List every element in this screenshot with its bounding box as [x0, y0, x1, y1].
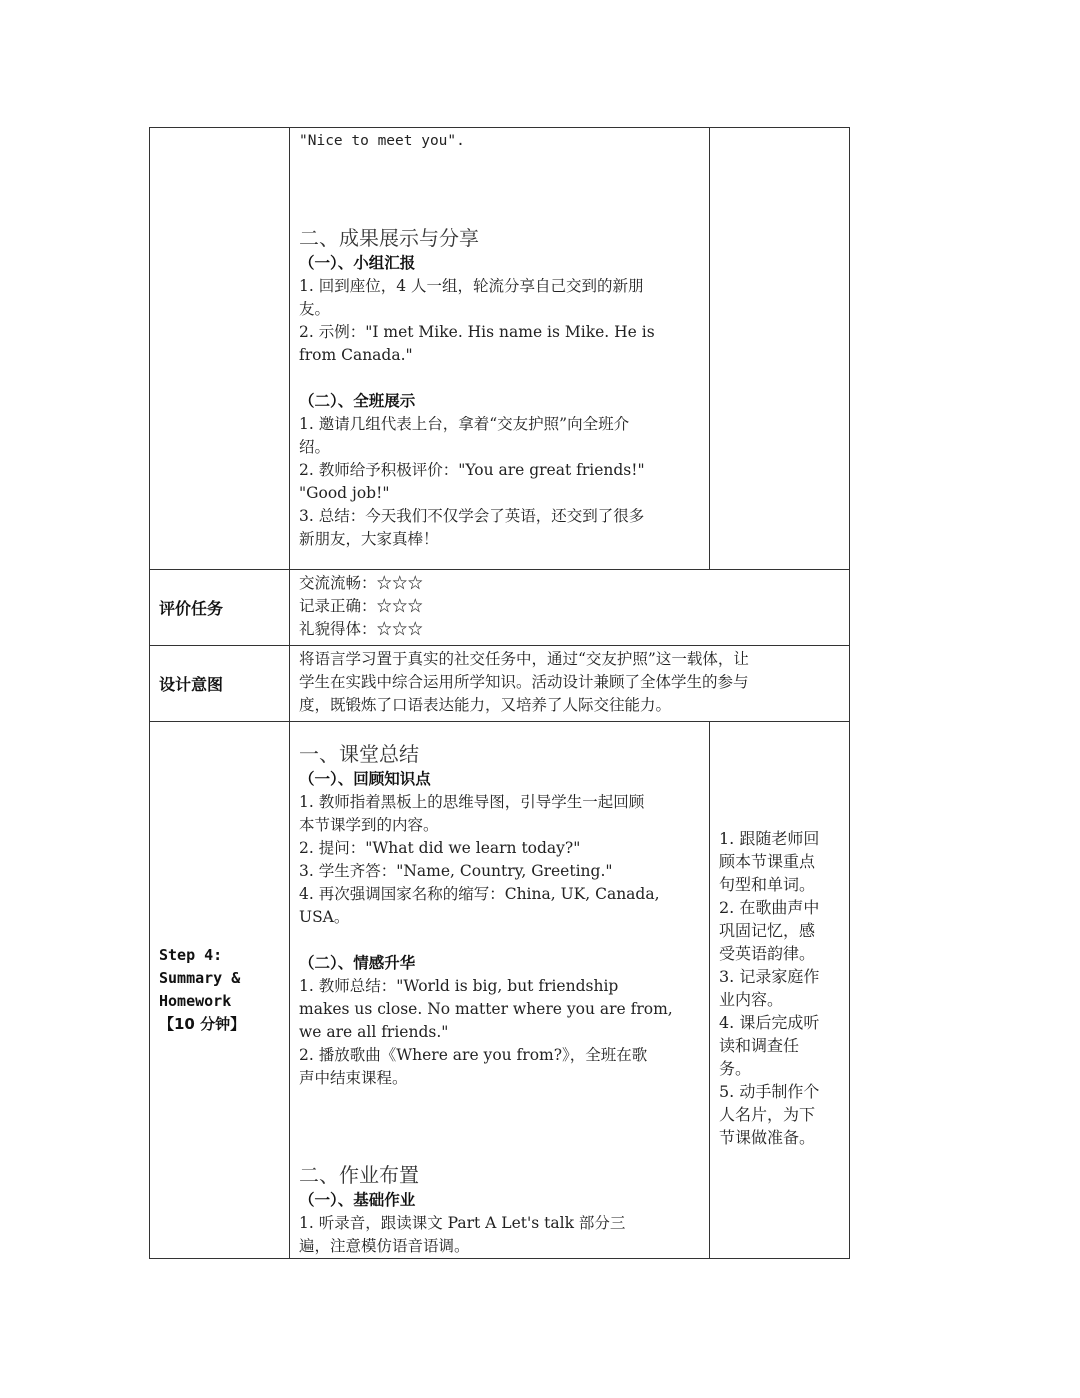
text-line: 2. 提问："What did we learn today?" [299, 839, 581, 857]
student-line: 3. 记录家庭作 [719, 967, 820, 986]
student-line: 1. 跟随老师回 [719, 829, 820, 848]
eval-content-cell [290, 570, 850, 646]
eval-label: 评价任务 [159, 599, 224, 618]
subsection-title: （二）、情感升华 [299, 954, 416, 972]
student-line: 4. 课后完成听 [719, 1013, 820, 1032]
text-line: 2. 播放歌曲《Where are you from?》，全班在歌 [299, 1046, 648, 1064]
subsection-title: （一）、基础作业 [299, 1191, 416, 1209]
text-line: makes us close. No matter where you are from, [299, 1000, 673, 1018]
text-line: 3. 学生齐答："Name, Country, Greeting." [299, 862, 613, 880]
student-line: 节课做准备。 [719, 1128, 816, 1147]
student-line: 5. 动手制作个 [719, 1082, 820, 1101]
text-line: 友。 [299, 300, 331, 318]
text-line: USA。 [299, 908, 350, 926]
table-row [150, 128, 850, 570]
lesson-plan-table [149, 127, 850, 1259]
text-line: we are all friends." [299, 1023, 449, 1041]
step-label-line: Summary & [159, 969, 241, 987]
continued-text: "Nice to meet you". [299, 133, 465, 149]
text-line: 1. 回到座位，4 人一组，轮流分享自己交到的新朋 [299, 277, 644, 295]
text-line: 4. 再次强调国家名称的缩写：China, UK, Canada, [299, 885, 660, 903]
section-title: 二、作业布置 [299, 1163, 419, 1187]
text-line: 新朋友，大家真棒！ [299, 530, 439, 548]
text-line: 2. 示例："I met Mike. His name is Mike. He is [299, 323, 655, 341]
design-line: 度，既锻炼了口语表达能力，又培养了人际交往能力。 [299, 696, 672, 714]
text-line: 3. 总结：今天我们不仅学会了英语，还交到了很多 [299, 507, 645, 525]
design-label-cell [150, 646, 290, 722]
text-line: 1. 教师总结："World is big, but friendship [299, 977, 619, 995]
student-line: 受英语韵律。 [719, 944, 816, 963]
student-activity-cell [710, 128, 850, 570]
design-line: 学生在实践中综合运用所学知识。活动设计兼顾了全体学生的参与 [299, 673, 749, 691]
student-line: 人名片，为下 [719, 1105, 816, 1124]
step4-label-cell [150, 722, 290, 1259]
student-line: 2. 在歌曲声中 [719, 898, 820, 917]
student-line: 顾本节课重点 [719, 852, 816, 871]
text-line: 1. 邀请几组代表上台，拿着“交友护照”向全班介 [299, 415, 630, 433]
student-line: 读和调查任 [719, 1036, 800, 1055]
text-line: 绍。 [299, 438, 331, 456]
eval-line: 礼貌得体：☆☆☆ [299, 620, 424, 638]
eval-label-cell [150, 570, 290, 646]
table-row [150, 646, 850, 722]
subsection-title: （一）、小组汇报 [299, 254, 416, 272]
student-line: 巩固记忆，感 [719, 921, 816, 940]
student-line: 业内容。 [719, 990, 784, 1009]
eval-line: 记录正确：☆☆☆ [299, 597, 424, 615]
table-row [150, 722, 850, 1259]
eval-line: 交流流畅：☆☆☆ [299, 574, 424, 592]
step-label-cell [150, 128, 290, 570]
table-row [150, 570, 850, 646]
section-title: 一、课堂总结 [299, 742, 419, 766]
design-content-cell [290, 646, 850, 722]
student-activity-cell [710, 722, 850, 1259]
activity-cell [290, 128, 710, 570]
student-line: 句型和单词。 [719, 875, 816, 894]
step-label-line: Step 4: [159, 946, 223, 964]
design-line: 将语言学习置于真实的社交任务中，通过“交友护照”这一载体，让 [299, 650, 749, 668]
subsection-title: （一）、回顾知识点 [299, 770, 431, 788]
text-line: from Canada." [299, 346, 413, 364]
design-label: 设计意图 [159, 675, 224, 694]
text-line: 声中结束课程。 [299, 1069, 408, 1087]
text-line: 1. 听录音，跟读课文 Part A Let's talk 部分三 [299, 1214, 626, 1232]
text-line: 本节课学到的内容。 [299, 816, 439, 834]
student-line: 务。 [719, 1059, 752, 1078]
section-title: 二、成果展示与分享 [299, 226, 479, 250]
step-label-line: Homework [159, 992, 232, 1010]
step-duration: 【10 分钟】 [159, 1015, 246, 1033]
subsection-title: （二）、全班展示 [299, 392, 416, 410]
text-line: 1. 教师指着黑板上的思维导图，引导学生一起回顾 [299, 793, 645, 811]
text-line: 遍，注意模仿语音语调。 [299, 1237, 470, 1255]
text-line: "Good job!" [299, 484, 390, 502]
text-line: 2. 教师给予积极评价："You are great friends!" [299, 461, 645, 479]
activity-cell [290, 722, 710, 1259]
